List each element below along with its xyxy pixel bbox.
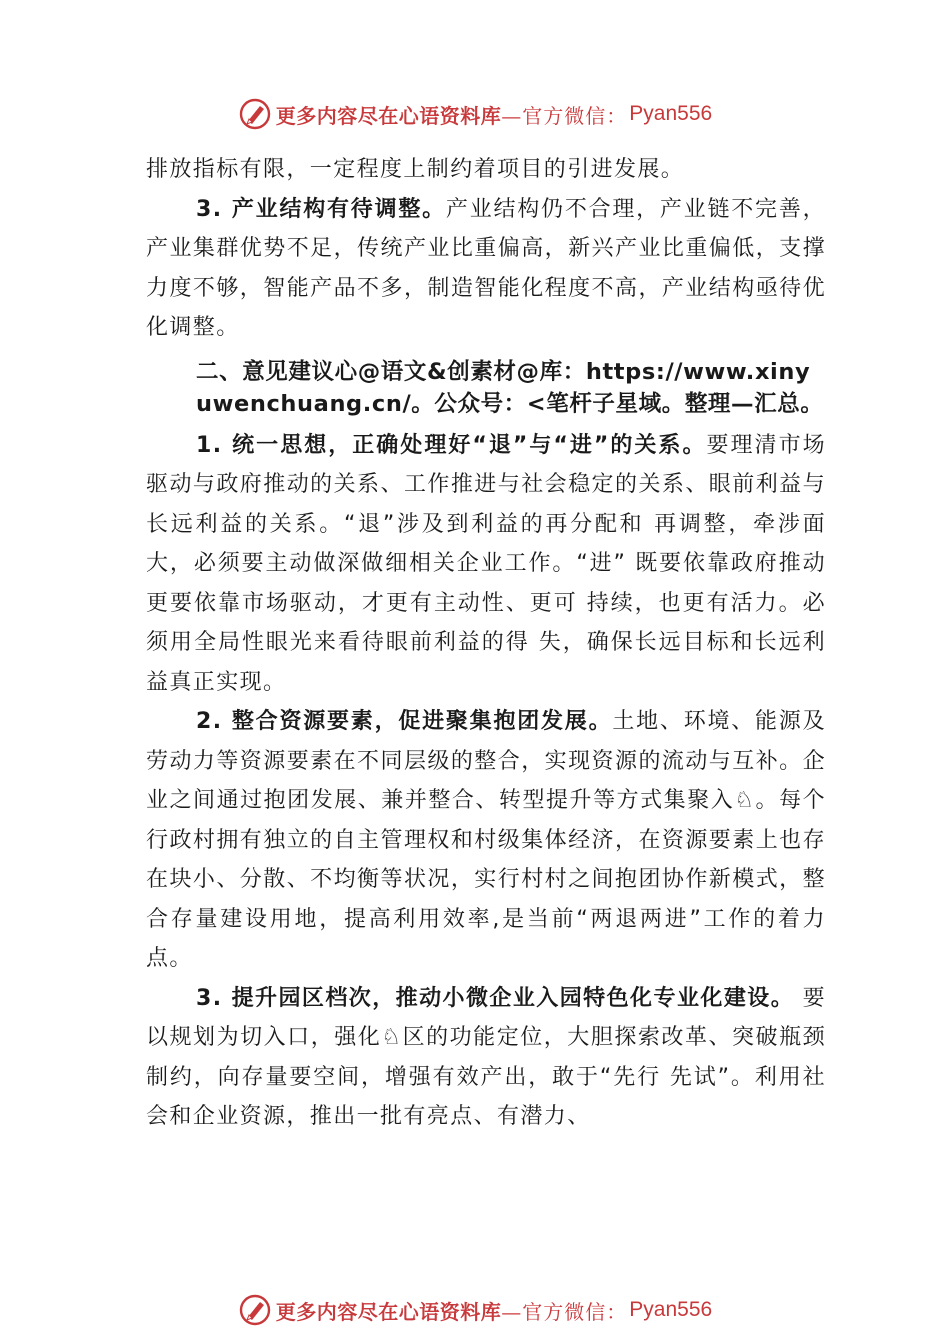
paragraph-industrial-structure: [146, 190, 826, 348]
document-body: [146, 150, 826, 1137]
pen-seal-logo-icon: [238, 97, 272, 131]
footer-wechat-id: Pyan556: [629, 1298, 713, 1321]
paragraph-continuation: 排放指标有限，一定程度上制约着项目的引进发展。: [146, 157, 685, 182]
paragraph-unify-thinking: [146, 426, 826, 703]
footer-subtitle: —官方微信：: [501, 1299, 628, 1324]
footer-title: 更多内容尽在心语资料库: [275, 1299, 502, 1324]
paragraph-heading: 1. 统一思想，正确处理好“退”与“进”的关系。: [196, 432, 707, 458]
paragraph-heading: 2. 整合资源要素，促进聚集抱团发展。: [196, 709, 613, 734]
paragraph-text: 产业结构仍不合理，产业链不完善，产业集群优势不足，传统产业比重偏高，新兴产业比重偏低，支撑力度不够，智能产品不多，制造智能化程度不高，产业结构亟待优化调整。: [146, 196, 827, 340]
header-banner: [0, 94, 950, 134]
pen-seal-logo-icon: [238, 1293, 272, 1327]
header-title: 更多内容尽在心语资料库: [275, 103, 502, 128]
header-wechat-id: Pyan556: [629, 102, 713, 125]
paragraph-upgrade-parks: [146, 979, 826, 1137]
header-subtitle: —官方微信：: [501, 103, 628, 128]
paragraph-text: 土地、环境、能源及劳动力等资源要素在不同层级的整合，实现资源的流动与互补。企业之间通过抱团发展、兼并整合、转型提升等方式集聚入♘。每个行政村拥有独立的自主管理权和村级集体经济，在资源要素上也存在块小、分散、不均衡等状况，实行村村之间抱团协作新模式，整合存量建设用地，提高利用效率,是当前“两退两进”工作的着力点。: [146, 709, 826, 971]
paragraph-integrate-resources: [146, 702, 826, 979]
section-heading: 二、意见建议心@语文&创素材@库：https://www.xinyuwenchuang.cn/。公众号：<笔杆子星域。整理—汇总。: [196, 358, 824, 417]
footer-banner: [0, 1290, 950, 1330]
paragraph-heading: 3. 提升园区档次，推动小微企业入园特色化专业化建设。: [196, 985, 795, 1011]
paragraph-text: 要以规划为切入口，强化♘区的功能定位，大胆探索改革、突破瓶颈制约，向存量要空间，增强有效产出，敢于“先行 先试”。利用社会和企业资源，推出一批有亮点、有潜力、: [146, 985, 826, 1129]
paragraph-text: 要理清市场驱动与政府推动的关系、工作推进与社会稳定的关系、眼前利益与长远利益的关系。“退”涉及到利益的再分配和 再调整，牵涉面大，必须要主动做深做细相关企业工作。“进” 既要依靠政府推动更要依靠市场驱动，才更有主动性、更可 持续，也更有活力。必须用全局性眼光来看待眼前利益的得 失，确保长远目标和长远利益真正实现。: [146, 432, 826, 695]
paragraph-heading: 3. 产业结构有待调整。: [196, 196, 446, 222]
